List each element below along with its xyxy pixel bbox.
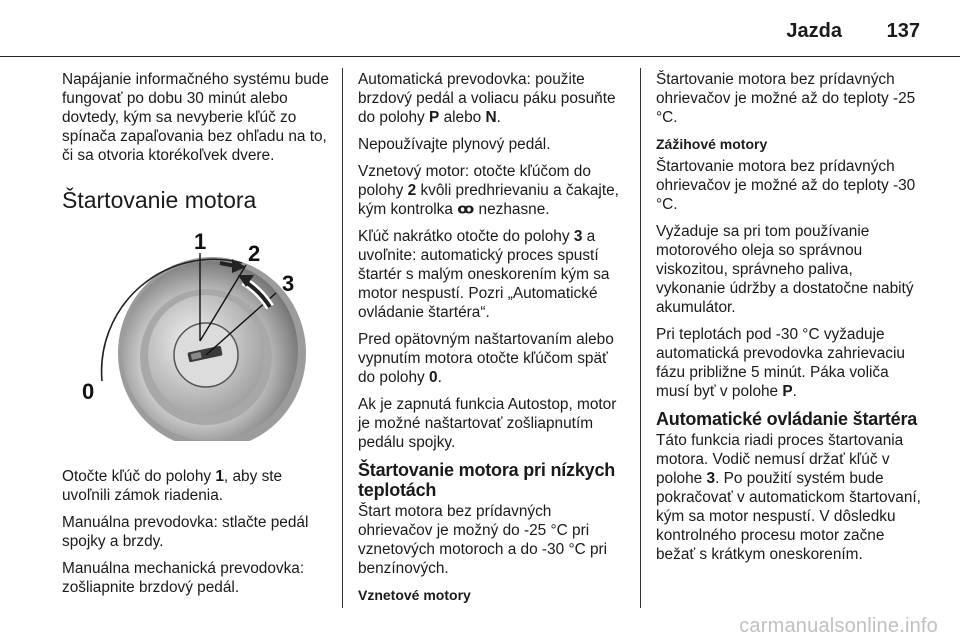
paragraph: Manuálna prevodovka: stlačte pedál spojky a brzdy. — [62, 514, 309, 550]
text: Otočte kľúč do polohy — [62, 468, 216, 485]
paragraph — [656, 431, 924, 564]
column-1 — [62, 70, 332, 605]
heading-cold-start: Štartovanie motora pri nízkych teplotách — [358, 460, 616, 500]
footer-watermark: carmanualsonline.info — [739, 615, 938, 637]
text: . — [496, 109, 501, 126]
page-number: 137 — [886, 20, 920, 42]
text: . — [792, 383, 797, 400]
label-position-1: 1 — [194, 229, 207, 254]
paragraph — [358, 162, 626, 219]
paragraph: Štart motora bez prídavných ohrievačov je možný do -25 °C pri vznetových motoroch a do -30 °C pri benzínových. — [358, 503, 608, 577]
paragraph: Nepoužívajte plynový pedál. — [358, 136, 551, 153]
bold-text: P — [782, 383, 793, 400]
glow-plug-icon: ꝏ — [457, 201, 475, 218]
column-2 — [358, 70, 626, 608]
paragraph — [358, 227, 626, 322]
bold-text: 3 — [706, 470, 716, 487]
text: Táto funkcia riadi proces štartovania motora. Vodič nemusí držať kľúč v polohe — [656, 432, 904, 487]
paragraph — [358, 70, 626, 127]
bold-text: 1 — [215, 468, 224, 485]
paragraph: Vyžaduje sa pri tom používanie motorového oleja so správnou viskozitou, správneho paliva, vykonanie údržby a dostatočne nabitý akumulátor. — [656, 223, 914, 316]
paragraph — [358, 330, 626, 387]
heading-auto-starter: Automatické ovládanie štartéra — [656, 409, 918, 429]
text: Kľúč nakrátko otočte do polohy — [358, 228, 574, 245]
header-rule — [0, 56, 960, 57]
label-position-3: 3 — [282, 271, 295, 296]
bold-text: 3 — [573, 228, 583, 245]
subheading-diesel: Vznetové motory — [358, 587, 471, 603]
label-position-0: 0 — [82, 379, 95, 404]
ignition-switch-figure — [60, 229, 330, 441]
bold-text: 2 — [407, 182, 417, 199]
text: . Po použití systém bude pokračovať v automatickom štartovaní, kým sa motor nespustí. V dôsledku kontrolného procesu motor začne bežať s krátkym oneskorením. — [656, 470, 921, 563]
paragraph: Štartovanie motora bez prídavných ohrievačov je možné až do teploty -30 °C. — [656, 158, 916, 213]
text: nezhasne. — [474, 201, 550, 218]
text: a uvoľnite: automatický proces spustí štartér s malým oneskorením kým sa motor nespustí. Pozri „Automatické ovládanie štartéra“. — [358, 228, 610, 321]
paragraph — [62, 467, 332, 505]
text: . — [437, 369, 442, 386]
bold-text: N — [485, 109, 497, 126]
page-header — [0, 0, 960, 62]
section-title: Jazda — [786, 20, 842, 42]
paragraph — [656, 325, 924, 401]
text: Pri teplotách pod -30 °C vyžaduje automatická prevodovka zahrievaciu fázu približne 5 minút. Páka voliča musí byť v polohe — [656, 326, 905, 400]
ignition-switch-illustration — [60, 229, 330, 441]
text: Automatická prevodovka: použite brzdový pedál a voliacu páku posuňte do polohy — [358, 71, 616, 126]
subheading-petrol: Zážihové motory — [656, 136, 768, 152]
text: , aby ste uvoľnili zámok riadenia. — [62, 468, 283, 504]
paragraph: Štartovanie motora bez prídavných ohrievačov je možné až do teploty -25 °C. — [656, 71, 916, 126]
paragraph: Manuálna mechanická prevodovka: zošliapnite brzdový pedál. — [62, 560, 305, 596]
text: kvôli predhrievaniu a čakajte, kým kontrolka — [358, 182, 619, 218]
text: Vznetový motor: otočte kľúčom do polohy — [358, 163, 591, 199]
text: Pred opätovným naštartovaním alebo vypnutím motora otočte kľúčom späť do polohy — [358, 331, 614, 386]
bold-text: P — [429, 109, 440, 126]
paragraph: Napájanie informačného systému bude fungovať po dobu 30 minút alebo dovtedy, kým sa nevyberie kľúč zo spínača zapaľovania bez ohľadu na to, či sa otvoria ktorékoľvek dvere. — [62, 71, 329, 164]
column-divider-1 — [342, 68, 343, 608]
heading-engine-start: Štartovanie motora — [62, 187, 257, 213]
label-position-2: 2 — [248, 241, 261, 266]
bold-text: 0 — [429, 369, 438, 386]
column-divider-2 — [640, 68, 641, 608]
paragraph: Ak je zapnutá funkcia Autostop, motor je možné naštartovať zošliapnutím pedálu spojky. — [358, 396, 617, 451]
text: alebo — [439, 109, 486, 126]
column-3 — [656, 70, 924, 572]
